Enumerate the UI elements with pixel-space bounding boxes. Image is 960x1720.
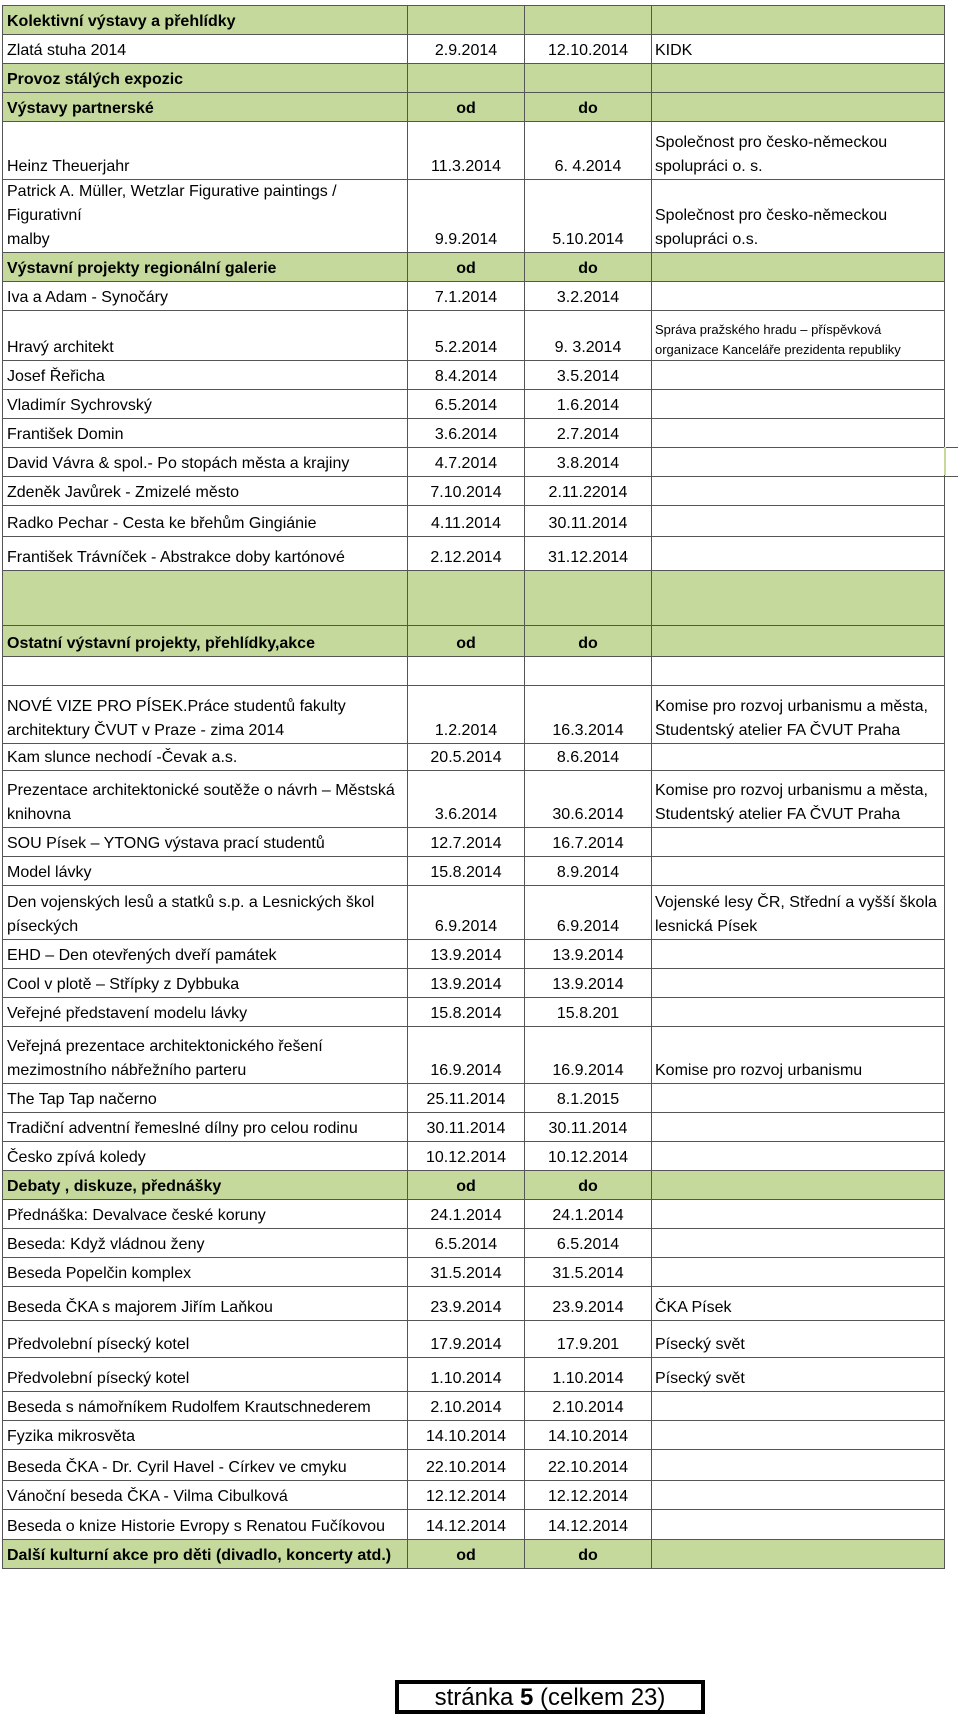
organizer-cell: Komise pro rozvoj urbanismu <box>652 1027 945 1084</box>
organizer-cell <box>652 477 945 506</box>
table-row <box>3 828 945 857</box>
section-header-row <box>3 1540 945 1569</box>
to-date-cell: 14.12.2014 <box>525 1510 652 1540</box>
table-row <box>3 1027 945 1084</box>
table-row <box>3 35 945 64</box>
table-row <box>3 419 945 448</box>
to-date-cell: 5.10.2014 <box>525 180 652 253</box>
to-date-cell: 2.10.2014 <box>525 1392 652 1421</box>
organizer-cell <box>652 1142 945 1171</box>
organizer-cell <box>652 657 945 686</box>
table-row <box>3 122 945 180</box>
name-cell: Další kulturní akce pro děti (divadlo, koncerty atd.) <box>3 1540 408 1569</box>
to-date-cell: 31.5.2014 <box>525 1258 652 1287</box>
to-date-cell: 1.6.2014 <box>525 390 652 419</box>
name-cell: Výstavy partnerské <box>3 93 408 122</box>
section-header-row <box>3 1171 945 1200</box>
name-cell: Cool v plotě – Střípky z Dybbuka <box>3 969 408 998</box>
name-cell <box>3 571 408 626</box>
to-date-cell: 2.7.2014 <box>525 419 652 448</box>
from-date-cell: 15.8.2014 <box>408 857 525 886</box>
organizer-cell <box>652 969 945 998</box>
from-date-cell: 13.9.2014 <box>408 940 525 969</box>
name-cell: Radko Pechar - Cesta ke břehům Gingiánie <box>3 506 408 537</box>
name-cell: Heinz Theuerjahr <box>3 122 408 180</box>
name-cell: Vladimír Sychrovský <box>3 390 408 419</box>
to-date-cell: 6.5.2014 <box>525 1229 652 1258</box>
organizer-cell <box>652 1481 945 1510</box>
organizer-cell <box>652 1540 945 1569</box>
organizer-cell <box>652 626 945 657</box>
name-cell: Josef Řeřicha <box>3 361 408 390</box>
from-date-cell: 2.9.2014 <box>408 35 525 64</box>
to-date-cell: 16.7.2014 <box>525 828 652 857</box>
to-date-cell: do <box>525 1540 652 1569</box>
name-cell: Beseda Popelčin komplex <box>3 1258 408 1287</box>
from-date-cell: 31.5.2014 <box>408 1258 525 1287</box>
name-cell: Výstavní projekty regionální galerie <box>3 253 408 282</box>
organizer-cell: Společnost pro česko-německou spolupráci o. s. <box>652 122 945 180</box>
to-date-cell: 13.9.2014 <box>525 940 652 969</box>
to-date-cell: 12.12.2014 <box>525 1481 652 1510</box>
to-date-cell: 3.2.2014 <box>525 282 652 311</box>
name-cell: Model lávky <box>3 857 408 886</box>
to-date-cell <box>525 657 652 686</box>
from-date-cell: 17.9.2014 <box>408 1321 525 1358</box>
section-header-row <box>3 571 945 626</box>
to-date-cell: 30.6.2014 <box>525 771 652 828</box>
name-cell: Beseda o knize Historie Evropy s Renatou Fučíkovou <box>3 1510 408 1540</box>
footer-suffix: (celkem 23) <box>533 1684 666 1711</box>
events-table <box>2 5 945 1569</box>
from-date-cell: 12.12.2014 <box>408 1481 525 1510</box>
from-date-cell: 24.1.2014 <box>408 1200 525 1229</box>
from-date-cell: 1.10.2014 <box>408 1358 525 1392</box>
name-cell: Veřejné představení modelu lávky <box>3 998 408 1027</box>
to-date-cell: 6. 4.2014 <box>525 122 652 180</box>
from-date-cell: 14.12.2014 <box>408 1510 525 1540</box>
name-cell: František Trávníček - Abstrakce doby kartónové <box>3 537 408 571</box>
organizer-cell: Společnost pro česko-německou spolupráci o.s. <box>652 180 945 253</box>
table-row <box>3 1142 945 1171</box>
organizer-cell: Vojenské lesy ČR, Střední a vyšší škola lesnická Písek <box>652 886 945 940</box>
organizer-cell: KIDK <box>652 35 945 64</box>
table-row <box>3 537 945 571</box>
from-date-cell: 8.4.2014 <box>408 361 525 390</box>
to-date-cell: 13.9.2014 <box>525 969 652 998</box>
table-row <box>3 1358 945 1392</box>
from-date-cell: 22.10.2014 <box>408 1450 525 1481</box>
from-date-cell: 23.9.2014 <box>408 1287 525 1321</box>
organizer-cell <box>652 571 945 626</box>
to-date-cell: 31.12.2014 <box>525 537 652 571</box>
name-cell: Debaty , diskuze, přednášky <box>3 1171 408 1200</box>
to-date-cell: 23.9.2014 <box>525 1287 652 1321</box>
name-cell: Provoz stálých expozic <box>3 64 408 93</box>
to-date-cell: 30.11.2014 <box>525 506 652 537</box>
to-date-cell: do <box>525 626 652 657</box>
organizer-cell <box>652 361 945 390</box>
name-cell: Kam slunce nechodí -Čevak a.s. <box>3 744 408 771</box>
organizer-cell <box>652 1421 945 1450</box>
table-row <box>3 998 945 1027</box>
organizer-cell <box>652 857 945 886</box>
footer-prefix: stránka <box>434 1684 520 1711</box>
name-cell: František Domin <box>3 419 408 448</box>
table-row <box>3 886 945 940</box>
to-date-cell: do <box>525 1171 652 1200</box>
from-date-cell: 16.9.2014 <box>408 1027 525 1084</box>
table-row <box>3 657 945 686</box>
to-date-cell: 30.11.2014 <box>525 1113 652 1142</box>
section-header-row <box>3 253 945 282</box>
to-date-cell: 1.10.2014 <box>525 1358 652 1392</box>
to-date-cell: 8.1.2015 <box>525 1084 652 1113</box>
to-date-cell: 15.8.201 <box>525 998 652 1027</box>
from-date-cell: 2.10.2014 <box>408 1392 525 1421</box>
page-footer <box>395 1680 705 1714</box>
from-date-cell: 7.10.2014 <box>408 477 525 506</box>
organizer-cell: ČKA Písek <box>652 1287 945 1321</box>
to-date-cell: do <box>525 253 652 282</box>
table-row <box>3 1392 945 1421</box>
name-cell: Kolektivní výstavy a přehlídky <box>3 6 408 35</box>
organizer-cell <box>652 1450 945 1481</box>
table-row <box>3 477 945 506</box>
name-cell: Fyzika mikrosvěta <box>3 1421 408 1450</box>
from-date-cell: 6.9.2014 <box>408 886 525 940</box>
table-row <box>3 1229 945 1258</box>
section-header-row <box>3 64 945 93</box>
from-date-cell: 14.10.2014 <box>408 1421 525 1450</box>
organizer-cell <box>652 1510 945 1540</box>
from-date-cell: od <box>408 1171 525 1200</box>
from-date-cell: 3.6.2014 <box>408 419 525 448</box>
organizer-cell <box>652 1084 945 1113</box>
name-cell: SOU Písek – YTONG výstava prací studentů <box>3 828 408 857</box>
name-cell: Zlatá stuha 2014 <box>3 35 408 64</box>
table-edge-stub-fill <box>944 447 946 475</box>
table-row <box>3 1258 945 1287</box>
organizer-cell <box>652 93 945 122</box>
organizer-cell <box>652 1392 945 1421</box>
organizer-cell: Písecký svět <box>652 1321 945 1358</box>
table-edge-stub <box>944 447 958 477</box>
organizer-cell <box>652 448 945 477</box>
organizer-cell <box>652 1229 945 1258</box>
to-date-cell <box>525 64 652 93</box>
from-date-cell: 7.1.2014 <box>408 282 525 311</box>
from-date-cell: 25.11.2014 <box>408 1084 525 1113</box>
organizer-cell <box>652 998 945 1027</box>
table-row <box>3 448 945 477</box>
table-row <box>3 857 945 886</box>
name-cell <box>3 657 408 686</box>
from-date-cell <box>408 571 525 626</box>
name-cell: Ostatní výstavní projekty, přehlídky,akce <box>3 626 408 657</box>
from-date-cell: od <box>408 253 525 282</box>
organizer-cell <box>652 64 945 93</box>
from-date-cell: od <box>408 93 525 122</box>
to-date-cell: 17.9.201 <box>525 1321 652 1358</box>
name-cell: Tradiční adventní řemeslné dílny pro celou rodinu <box>3 1113 408 1142</box>
name-cell: Beseda: Když vládnou ženy <box>3 1229 408 1258</box>
from-date-cell: 4.7.2014 <box>408 448 525 477</box>
name-cell: Zdeněk Javůrek - Zmizelé město <box>3 477 408 506</box>
name-cell: NOVÉ VIZE PRO PÍSEK.Práce studentů fakulty architektury ČVUT v Praze - zima 2014 <box>3 686 408 744</box>
from-date-cell: 13.9.2014 <box>408 969 525 998</box>
from-date-cell <box>408 64 525 93</box>
to-date-cell <box>525 571 652 626</box>
table-row <box>3 1421 945 1450</box>
table-row <box>3 771 945 828</box>
from-date-cell <box>408 657 525 686</box>
organizer-cell <box>652 282 945 311</box>
name-cell: Patrick A. Müller, Wetzlar Figurative paintings / Figurativní malby <box>3 180 408 253</box>
to-date-cell: 16.3.2014 <box>525 686 652 744</box>
to-date-cell: 3.5.2014 <box>525 361 652 390</box>
name-cell: Předvolební písecký kotel <box>3 1358 408 1392</box>
table-row <box>3 390 945 419</box>
table-row <box>3 1510 945 1540</box>
table-row <box>3 1287 945 1321</box>
organizer-cell <box>652 6 945 35</box>
to-date-cell: 3.8.2014 <box>525 448 652 477</box>
organizer-cell <box>652 537 945 571</box>
organizer-cell: Písecký svět <box>652 1358 945 1392</box>
to-date-cell: 16.9.2014 <box>525 1027 652 1084</box>
name-cell: Beseda ČKA - Dr. Cyril Havel - Církev ve cmyku <box>3 1450 408 1481</box>
table-row <box>3 506 945 537</box>
section-header-row <box>3 93 945 122</box>
organizer-cell <box>652 1171 945 1200</box>
section-header-row <box>3 626 945 657</box>
name-cell: Iva a Adam - Synočáry <box>3 282 408 311</box>
to-date-cell: 14.10.2014 <box>525 1421 652 1450</box>
organizer-cell: Komise pro rozvoj urbanismu a města, Studentský atelier FA ČVUT Praha <box>652 771 945 828</box>
from-date-cell: 6.5.2014 <box>408 390 525 419</box>
name-cell: Beseda s námořníkem Rudolfem Krautschnederem <box>3 1392 408 1421</box>
organizer-cell <box>652 1258 945 1287</box>
table-row <box>3 361 945 390</box>
table-row <box>3 1450 945 1481</box>
to-date-cell: 12.10.2014 <box>525 35 652 64</box>
to-date-cell: 24.1.2014 <box>525 1200 652 1229</box>
name-cell: Prezentace architektonické soutěže o návrh – Městská knihovna <box>3 771 408 828</box>
organizer-cell <box>652 506 945 537</box>
table-row <box>3 282 945 311</box>
from-date-cell: 10.12.2014 <box>408 1142 525 1171</box>
from-date-cell: od <box>408 626 525 657</box>
table-row <box>3 1084 945 1113</box>
table-row <box>3 1481 945 1510</box>
name-cell: Předvolební písecký kotel <box>3 1321 408 1358</box>
organizer-cell <box>652 1113 945 1142</box>
name-cell: Den vojenských lesů a statků s.p. a Lesnických škol píseckých <box>3 886 408 940</box>
from-date-cell: 20.5.2014 <box>408 744 525 771</box>
name-cell: Hravý architekt <box>3 311 408 361</box>
from-date-cell: 11.3.2014 <box>408 122 525 180</box>
from-date-cell: 4.11.2014 <box>408 506 525 537</box>
section-header-row <box>3 6 945 35</box>
table-row <box>3 1321 945 1358</box>
from-date-cell: 1.2.2014 <box>408 686 525 744</box>
name-cell: Veřejná prezentace architektonického řešení mezimostního nábřežního parteru <box>3 1027 408 1084</box>
from-date-cell: 2.12.2014 <box>408 537 525 571</box>
from-date-cell: 15.8.2014 <box>408 998 525 1027</box>
name-cell: Vánoční beseda ČKA - Vilma Cibulková <box>3 1481 408 1510</box>
name-cell: Přednáška: Devalvace české koruny <box>3 1200 408 1229</box>
to-date-cell: 9. 3.2014 <box>525 311 652 361</box>
to-date-cell <box>525 6 652 35</box>
table-row <box>3 940 945 969</box>
from-date-cell: 3.6.2014 <box>408 771 525 828</box>
name-cell: EHD – Den otevřených dveří památek <box>3 940 408 969</box>
organizer-cell <box>652 744 945 771</box>
name-cell: Česko zpívá koledy <box>3 1142 408 1171</box>
from-date-cell: 5.2.2014 <box>408 311 525 361</box>
table-row <box>3 969 945 998</box>
from-date-cell: od <box>408 1540 525 1569</box>
table-row <box>3 686 945 744</box>
from-date-cell: 6.5.2014 <box>408 1229 525 1258</box>
events-table-body <box>3 6 945 1569</box>
name-cell: Beseda ČKA s majorem Jiřím Laňkou <box>3 1287 408 1321</box>
to-date-cell: 2.11.22014 <box>525 477 652 506</box>
to-date-cell: 8.9.2014 <box>525 857 652 886</box>
organizer-cell <box>652 940 945 969</box>
to-date-cell: 22.10.2014 <box>525 1450 652 1481</box>
organizer-cell <box>652 1200 945 1229</box>
table-row <box>3 180 945 253</box>
organizer-cell <box>652 390 945 419</box>
name-cell: David Vávra & spol.- Po stopách města a krajiny <box>3 448 408 477</box>
organizer-cell <box>652 419 945 448</box>
to-date-cell: 6.9.2014 <box>525 886 652 940</box>
to-date-cell: 8.6.2014 <box>525 744 652 771</box>
name-cell: The Tap Tap načerno <box>3 1084 408 1113</box>
table-row <box>3 311 945 361</box>
from-date-cell: 9.9.2014 <box>408 180 525 253</box>
to-date-cell: do <box>525 93 652 122</box>
table-row <box>3 744 945 771</box>
table-row <box>3 1113 945 1142</box>
organizer-cell: Správa pražského hradu – příspěvková organizace Kanceláře prezidenta republiky <box>652 311 945 361</box>
from-date-cell: 12.7.2014 <box>408 828 525 857</box>
to-date-cell: 10.12.2014 <box>525 1142 652 1171</box>
organizer-cell <box>652 828 945 857</box>
from-date-cell <box>408 6 525 35</box>
organizer-cell: Komise pro rozvoj urbanismu a města, Studentský atelier FA ČVUT Praha <box>652 686 945 744</box>
organizer-cell <box>652 253 945 282</box>
table-row <box>3 1200 945 1229</box>
from-date-cell: 30.11.2014 <box>408 1113 525 1142</box>
footer-page-number: 5 <box>519 1684 534 1711</box>
